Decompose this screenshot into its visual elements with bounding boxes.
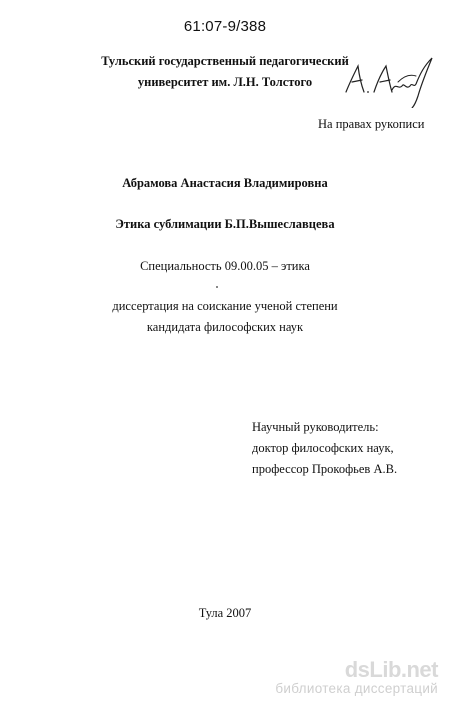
specialty-code: Специальность 09.00.05 – этика xyxy=(140,259,310,273)
dissertation-title: Этика сублимации Б.П.Вышеславцева xyxy=(115,217,335,231)
watermark-subtitle: библиотека диссертаций xyxy=(275,681,438,696)
supervisor-name: профессор Прокофьев А.В. xyxy=(252,462,398,476)
author-name: Абрамова Анастасия Владимировна xyxy=(122,176,328,190)
handwritten-signature xyxy=(342,52,442,108)
supervisor-label: Научный руководитель: xyxy=(252,420,379,434)
supervisor-degree: доктор философских наук, xyxy=(252,441,394,455)
scan-speck xyxy=(216,286,218,288)
catalog-number: 61:07-9/388 xyxy=(183,18,267,35)
degree-line-2: кандидата философских наук xyxy=(146,320,304,334)
city-year: Тула 2007 xyxy=(198,606,252,620)
degree-line-1: диссертация на соискание ученой степени xyxy=(112,299,338,313)
watermark-brand: dsLib.net xyxy=(344,657,438,682)
manuscript-rights-note: На правах рукописи xyxy=(318,117,425,131)
university-name-line-1: Тульский государственный педагогический xyxy=(101,54,349,68)
university-name-line-2: университет им. Л.Н. Толстого xyxy=(137,75,313,89)
